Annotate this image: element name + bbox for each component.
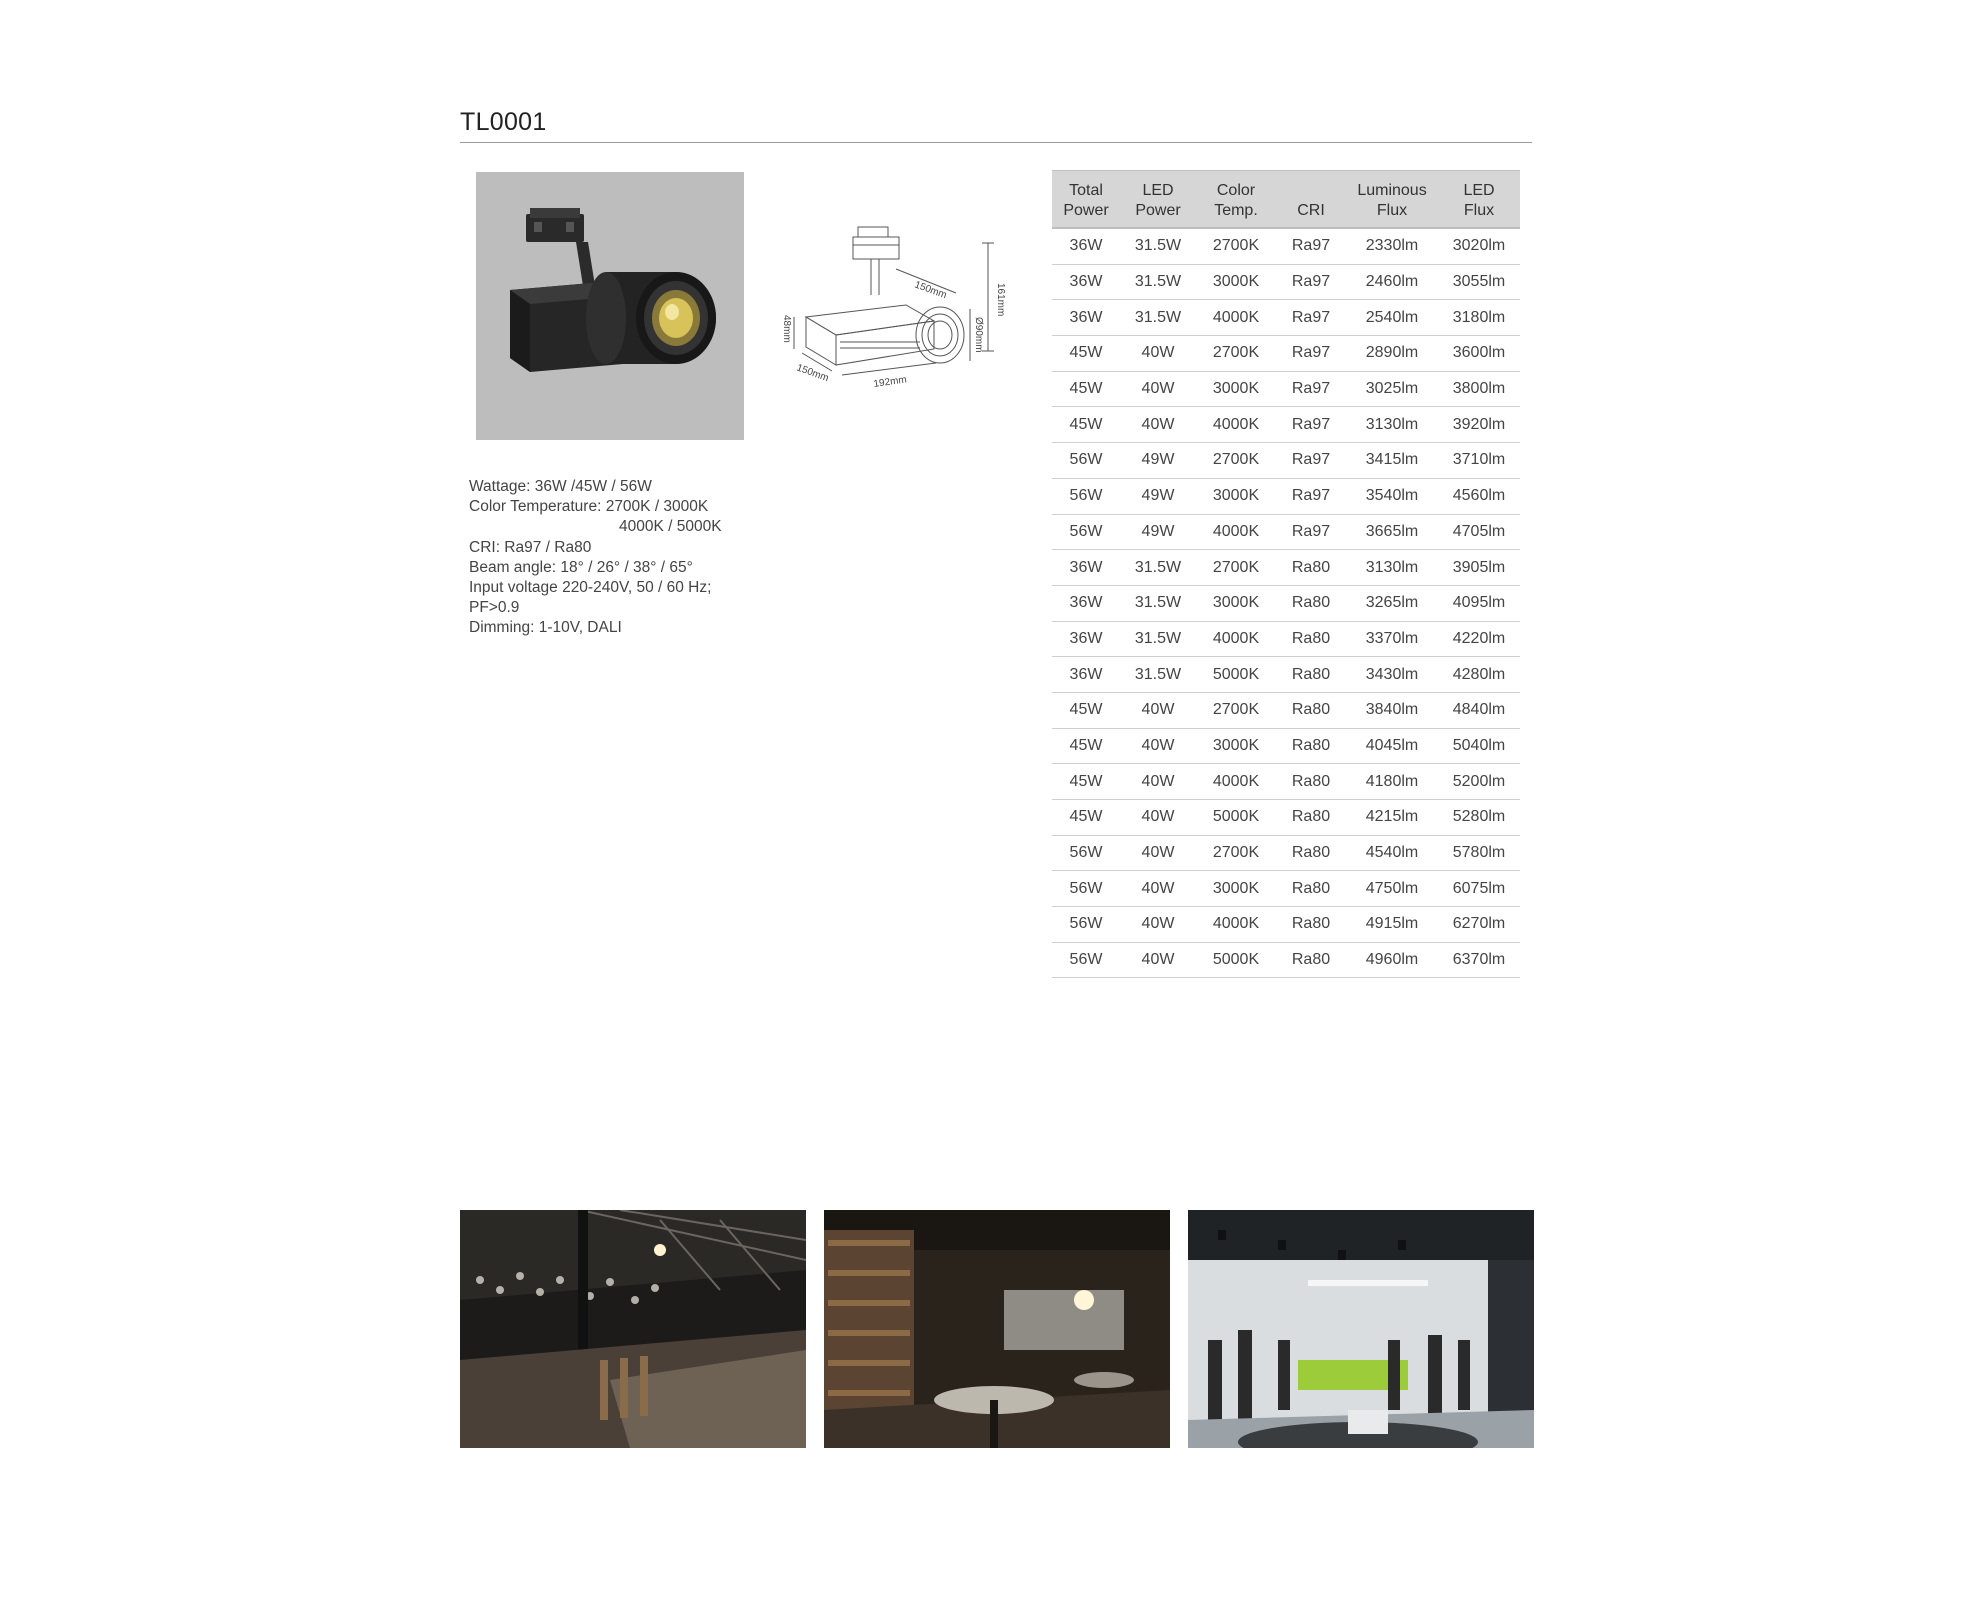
cell-luminous-flux: 2460lm (1346, 264, 1438, 300)
table-header-row (1052, 171, 1520, 229)
cell-total-power: 56W (1052, 478, 1120, 514)
cell-color-temp: 5000K (1196, 942, 1276, 978)
dim-depth-top-label: 150mm (912, 279, 949, 302)
spec-dimming: Dimming: 1-10V, DALI (469, 619, 622, 637)
cell-led-flux: 3710lm (1438, 443, 1520, 479)
cell-color-temp: 3000K (1196, 585, 1276, 621)
cell-luminous-flux: 3665lm (1346, 514, 1438, 550)
cell-led-power: 31.5W (1120, 550, 1196, 586)
cell-color-temp: 2700K (1196, 692, 1276, 728)
cell-led-power: 31.5W (1120, 300, 1196, 336)
product-code: TL0001 (460, 108, 547, 136)
cell-led-flux: 4095lm (1438, 585, 1520, 621)
cell-cri: Ra97 (1276, 336, 1346, 372)
cell-led-power: 40W (1120, 907, 1196, 943)
dim-side-label: 48mm (781, 315, 792, 343)
performance-table (1052, 170, 1520, 978)
cell-color-temp: 4000K (1196, 514, 1276, 550)
cell-total-power: 36W (1052, 264, 1120, 300)
cell-luminous-flux: 4045lm (1346, 728, 1438, 764)
dim-height-label: 161mm (995, 283, 1006, 317)
cell-color-temp: 3000K (1196, 728, 1276, 764)
table-row (1052, 336, 1520, 372)
cell-total-power: 45W (1052, 336, 1120, 372)
table-row (1052, 264, 1520, 300)
table-row (1052, 907, 1520, 943)
cell-luminous-flux: 3840lm (1346, 692, 1438, 728)
cell-color-temp: 4000K (1196, 621, 1276, 657)
cell-led-flux: 6370lm (1438, 942, 1520, 978)
cell-led-flux: 5200lm (1438, 764, 1520, 800)
table-row (1052, 550, 1520, 586)
cell-led-flux: 6270lm (1438, 907, 1520, 943)
cell-total-power: 56W (1052, 942, 1120, 978)
cell-color-temp: 3000K (1196, 478, 1276, 514)
dimension-drawing (776, 225, 1026, 405)
spec-color-temperature-cont: 4000K / 5000K (619, 518, 722, 536)
cell-led-power: 40W (1120, 407, 1196, 443)
cell-total-power: 36W (1052, 228, 1120, 264)
table-row (1052, 835, 1520, 871)
cell-luminous-flux: 4915lm (1346, 907, 1438, 943)
cell-cri: Ra80 (1276, 657, 1346, 693)
cell-total-power: 56W (1052, 514, 1120, 550)
cell-color-temp: 5000K (1196, 657, 1276, 693)
cell-led-power: 31.5W (1120, 228, 1196, 264)
cell-led-flux: 3180lm (1438, 300, 1520, 336)
cell-led-flux: 4560lm (1438, 478, 1520, 514)
cell-color-temp: 4000K (1196, 907, 1276, 943)
cell-total-power: 56W (1052, 835, 1120, 871)
cell-total-power: 36W (1052, 621, 1120, 657)
cell-led-flux: 4280lm (1438, 657, 1520, 693)
cell-led-power: 49W (1120, 443, 1196, 479)
cell-luminous-flux: 2890lm (1346, 336, 1438, 372)
cell-luminous-flux: 4215lm (1346, 800, 1438, 836)
cell-total-power: 45W (1052, 764, 1120, 800)
col-led-power: LED Power (1120, 171, 1196, 229)
spec-beam-angle: Beam angle: 18° / 26° / 38° / 65° (469, 558, 693, 576)
cell-total-power: 36W (1052, 300, 1120, 336)
table-row (1052, 443, 1520, 479)
cell-cri: Ra97 (1276, 300, 1346, 336)
cell-led-power: 40W (1120, 800, 1196, 836)
table-row (1052, 621, 1520, 657)
cell-led-flux: 3055lm (1438, 264, 1520, 300)
cell-cri: Ra80 (1276, 800, 1346, 836)
cell-led-flux: 5780lm (1438, 835, 1520, 871)
col-total-power: Total Power (1052, 171, 1120, 229)
cell-luminous-flux: 3540lm (1346, 478, 1438, 514)
cell-total-power: 36W (1052, 550, 1120, 586)
col-color-temp: Color Temp. (1196, 171, 1276, 229)
application-photo-cafe (460, 1210, 806, 1448)
cell-color-temp: 4000K (1196, 300, 1276, 336)
cell-led-flux: 3600lm (1438, 336, 1520, 372)
cell-total-power: 45W (1052, 692, 1120, 728)
cell-total-power: 45W (1052, 371, 1120, 407)
cell-led-power: 40W (1120, 835, 1196, 871)
cell-color-temp: 2700K (1196, 443, 1276, 479)
spec-wattage: Wattage: 36W /45W / 56W (469, 478, 652, 495)
cell-luminous-flux: 3265lm (1346, 585, 1438, 621)
application-photo-library (824, 1210, 1170, 1448)
cell-led-power: 49W (1120, 514, 1196, 550)
cell-total-power: 45W (1052, 800, 1120, 836)
cell-led-power: 31.5W (1120, 657, 1196, 693)
cell-led-power: 40W (1120, 692, 1196, 728)
cell-total-power: 45W (1052, 407, 1120, 443)
cell-led-power: 40W (1120, 371, 1196, 407)
cell-luminous-flux: 4180lm (1346, 764, 1438, 800)
cell-color-temp: 3000K (1196, 264, 1276, 300)
cell-cri: Ra80 (1276, 728, 1346, 764)
table-row (1052, 371, 1520, 407)
cell-luminous-flux: 4540lm (1346, 835, 1438, 871)
cell-led-flux: 4705lm (1438, 514, 1520, 550)
cell-color-temp: 2700K (1196, 228, 1276, 264)
cell-cri: Ra80 (1276, 907, 1346, 943)
col-luminous-flux: Luminous Flux (1346, 171, 1438, 229)
cell-luminous-flux: 3130lm (1346, 407, 1438, 443)
cell-cri: Ra97 (1276, 264, 1346, 300)
cell-cri: Ra97 (1276, 371, 1346, 407)
table-row (1052, 228, 1520, 264)
cell-luminous-flux: 4750lm (1346, 871, 1438, 907)
application-photos (460, 1210, 1534, 1450)
cell-total-power: 56W (1052, 871, 1120, 907)
cell-luminous-flux: 3370lm (1346, 621, 1438, 657)
dimension-diagram (776, 225, 1026, 405)
table-row (1052, 478, 1520, 514)
table-row (1052, 692, 1520, 728)
cell-led-power: 31.5W (1120, 621, 1196, 657)
cell-total-power: 36W (1052, 585, 1120, 621)
cell-led-flux: 3905lm (1438, 550, 1520, 586)
table-row (1052, 300, 1520, 336)
cell-led-flux: 3800lm (1438, 371, 1520, 407)
cell-cri: Ra80 (1276, 692, 1346, 728)
cell-color-temp: 2700K (1196, 550, 1276, 586)
cell-cri: Ra97 (1276, 443, 1346, 479)
cell-cri: Ra97 (1276, 228, 1346, 264)
cell-color-temp: 2700K (1196, 336, 1276, 372)
cell-luminous-flux: 3430lm (1346, 657, 1438, 693)
cell-cri: Ra80 (1276, 621, 1346, 657)
dim-width-label: 150mm (794, 362, 831, 385)
cell-cri: Ra97 (1276, 514, 1346, 550)
cell-luminous-flux: 3415lm (1346, 443, 1438, 479)
title-divider (460, 142, 1532, 143)
table-row (1052, 764, 1520, 800)
table-row (1052, 585, 1520, 621)
table-body (1052, 228, 1520, 978)
cell-luminous-flux: 3130lm (1346, 550, 1438, 586)
cell-color-temp: 3000K (1196, 871, 1276, 907)
cell-led-flux: 4840lm (1438, 692, 1520, 728)
cell-color-temp: 5000K (1196, 800, 1276, 836)
spec-input-voltage: Input voltage 220-240V, 50 / 60 Hz; (469, 579, 712, 597)
cell-color-temp: 4000K (1196, 407, 1276, 443)
table-row (1052, 942, 1520, 978)
table-row (1052, 800, 1520, 836)
spec-cri: CRI: Ra97 / Ra80 (469, 538, 592, 556)
table-row (1052, 514, 1520, 550)
cell-cri: Ra97 (1276, 407, 1346, 443)
cell-total-power: 45W (1052, 728, 1120, 764)
cell-led-power: 40W (1120, 728, 1196, 764)
col-cri: CRI (1276, 171, 1346, 229)
cell-led-power: 40W (1120, 942, 1196, 978)
table-row (1052, 407, 1520, 443)
dim-diameter-label: Ø90mm (973, 317, 984, 353)
cell-luminous-flux: 2330lm (1346, 228, 1438, 264)
cell-total-power: 56W (1052, 907, 1120, 943)
cell-led-flux: 6075lm (1438, 871, 1520, 907)
product-photo (476, 172, 744, 440)
cell-total-power: 56W (1052, 443, 1120, 479)
cell-led-flux: 5040lm (1438, 728, 1520, 764)
cell-led-power: 40W (1120, 336, 1196, 372)
table-row (1052, 871, 1520, 907)
cell-color-temp: 2700K (1196, 835, 1276, 871)
application-photo-showroom (1188, 1210, 1534, 1448)
cell-cri: Ra80 (1276, 550, 1346, 586)
spec-power-factor: PF>0.9 (469, 599, 520, 617)
cell-color-temp: 3000K (1196, 371, 1276, 407)
cell-led-flux: 3920lm (1438, 407, 1520, 443)
cell-led-flux: 3020lm (1438, 228, 1520, 264)
cell-cri: Ra80 (1276, 942, 1346, 978)
cell-luminous-flux: 2540lm (1346, 300, 1438, 336)
cell-cri: Ra80 (1276, 871, 1346, 907)
spec-list (469, 477, 722, 639)
cell-led-flux: 5280lm (1438, 800, 1520, 836)
cell-luminous-flux: 3025lm (1346, 371, 1438, 407)
cell-led-power: 40W (1120, 871, 1196, 907)
cell-color-temp: 4000K (1196, 764, 1276, 800)
table-row (1052, 657, 1520, 693)
cell-total-power: 36W (1052, 657, 1120, 693)
cell-led-power: 40W (1120, 764, 1196, 800)
cell-led-power: 49W (1120, 478, 1196, 514)
spec-color-temperature: Color Temperature: 2700K / 3000K (469, 498, 709, 516)
table-row (1052, 728, 1520, 764)
dim-length-label: 192mm (872, 374, 908, 390)
cell-luminous-flux: 4960lm (1346, 942, 1438, 978)
cell-cri: Ra80 (1276, 585, 1346, 621)
cell-cri: Ra97 (1276, 478, 1346, 514)
cell-cri: Ra80 (1276, 835, 1346, 871)
cell-cri: Ra80 (1276, 764, 1346, 800)
cell-led-power: 31.5W (1120, 264, 1196, 300)
track-light-illustration (476, 172, 744, 440)
cell-led-flux: 4220lm (1438, 621, 1520, 657)
col-led-flux: LED Flux (1438, 171, 1520, 229)
cell-led-power: 31.5W (1120, 585, 1196, 621)
